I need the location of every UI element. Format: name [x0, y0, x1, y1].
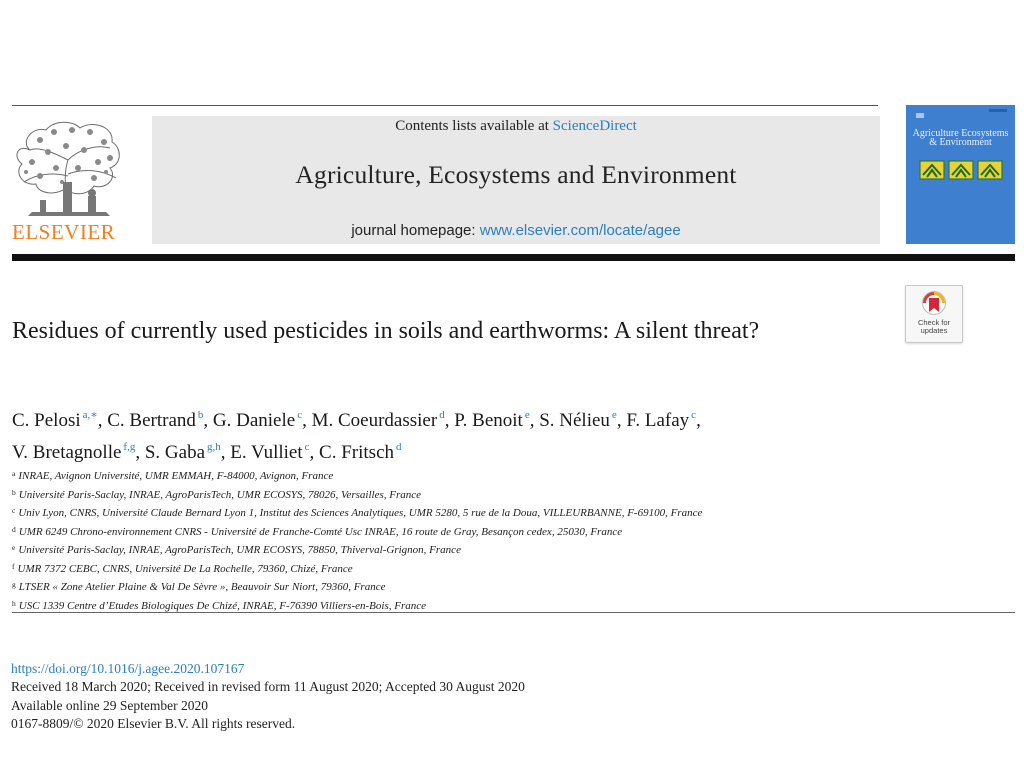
footer-rule: [12, 612, 1015, 613]
author-name: S. Nélieu: [539, 410, 610, 431]
affiliation-item: [12, 485, 912, 504]
affiliation-key: f: [12, 561, 15, 571]
affiliation-item: [12, 577, 912, 596]
affiliation-text: INRAE, Avignon Université, UMR EMMAH, F-84000, Avignon, France: [18, 470, 334, 482]
affiliation-item: [12, 540, 912, 559]
author-name: G. Daniele: [212, 410, 296, 431]
author[interactable]: [107, 410, 203, 431]
affiliation-key: b: [12, 487, 16, 497]
author-name: C. Fritsch: [319, 442, 394, 463]
elsevier-tree-icon: [10, 116, 128, 220]
doi-link[interactable]: https://doi.org/10.1016/j.agee.2020.107167: [11, 661, 245, 676]
received-dates: Received 18 March 2020; Received in revised form 11 August 2020; Accepted 30 August 2020: [11, 679, 525, 695]
check-for-updates-icon: [921, 290, 947, 318]
affiliation-key: d: [12, 524, 16, 534]
check-for-updates-badge[interactable]: [905, 285, 963, 343]
author-affiliation-marker[interactable]: b: [197, 409, 204, 421]
author[interactable]: [312, 410, 445, 431]
article-metadata: [11, 660, 911, 733]
affiliation-text: Université Paris-Saclay, INRAE, AgroParisTech, UMR ECOSYS, 78026, Versailles, France: [18, 488, 422, 501]
article-title: Residues of currently used pesticides in soils and earthworms: A silent threat?: [12, 318, 760, 344]
contents-prefix: Contents lists available at: [395, 118, 553, 134]
cover-issue-strip: [989, 109, 1007, 112]
available-online-date: Available online 29 September 2020: [11, 697, 208, 713]
sciencedirect-link[interactable]: ScienceDirect: [552, 118, 637, 134]
author-affiliation-marker[interactable]: f,g: [123, 441, 136, 453]
journal-banner: [152, 116, 880, 244]
author-affiliation-marker[interactable]: e: [524, 409, 530, 421]
author[interactable]: [539, 410, 617, 431]
check-label-line-2: updates: [920, 326, 948, 335]
homepage-line: [152, 222, 880, 239]
check-label-line-1: Check for: [917, 318, 951, 327]
cover-logo-mark: [916, 113, 924, 118]
author[interactable]: [626, 410, 696, 431]
author-name: V. Bretagnolle: [12, 442, 122, 463]
header-thick-rule: [12, 254, 1015, 261]
publisher-wordmark: ELSEVIER: [12, 220, 116, 244]
author[interactable]: [319, 442, 401, 463]
affiliation-text: Université Paris-Saclay, INRAE, AgroParisTech, UMR ECOSYS, 78850, Thiverval-Grignon, France: [18, 544, 461, 556]
affiliation-text: USC 1339 Centre d’Etudes Biologiques De Chizé, INRAE, F-76390 Villiers-en-Bois, France: [18, 599, 426, 612]
author-name: E. Vulliet: [230, 442, 303, 463]
check-for-updates-label: [906, 319, 962, 335]
author[interactable]: [213, 410, 302, 431]
affiliation-text: Univ Lyon, CNRS, Université Claude Bernard Lyon 1, Institut des Sciences Analytiques, UMR 5280, 5 rue de la Doua, VILLEURBANNE, F-69100, France: [18, 507, 703, 519]
author-affiliation-marker[interactable]: d: [396, 441, 402, 453]
affiliation-key: h: [12, 598, 16, 608]
author[interactable]: [454, 410, 530, 431]
affiliation-text: UMR 6249 Chrono-environnement CNRS - Université de Franche-Comté Usc INRAE, 16 route de Gray, Besançon cedex, 25030, France: [18, 525, 623, 538]
affiliation-key: g: [12, 580, 16, 589]
author-name: C. Bertrand: [107, 410, 196, 431]
affiliation-item: [12, 503, 912, 522]
author-affiliation-marker[interactable]: e: [611, 409, 617, 421]
author[interactable]: [12, 442, 135, 463]
author-list: C. Pelosi $^{a,∗}$, C. Bertrand $^b$, G. Daniele $^c$, M. Coeurdassier $^d$, P. Benoit $^e$, S. Nélieu $^e$, F. Lafay $^c$, V. Bretagnolle $^{f,g}$, S. Gaba $^{g,h}$, E. Vulliet $^c$, C. Fritsch $^d$: [12, 409, 701, 463]
affiliation-key: e: [12, 543, 16, 552]
journal-homepage-link[interactable]: www.elsevier.com/locate/agee: [479, 222, 681, 239]
author-affiliation-marker[interactable]: c: [691, 409, 697, 421]
author[interactable]: [230, 442, 309, 463]
author[interactable]: [145, 442, 221, 463]
author-affiliation-marker[interactable]: a,∗: [82, 409, 98, 421]
contents-line: [152, 118, 880, 135]
author-name: P. Benoit: [454, 410, 523, 431]
author-name: C. Pelosi: [12, 410, 81, 431]
cover-plants-icon: [919, 159, 1003, 181]
journal-cover-thumbnail[interactable]: [906, 105, 1015, 244]
affiliation-item: [12, 466, 912, 485]
homepage-prefix: journal homepage:: [351, 222, 480, 239]
elsevier-logo[interactable]: [10, 116, 128, 246]
journal-title: Agriculture, Ecosystems and Environment: [295, 160, 737, 189]
affiliation-item: [12, 559, 912, 578]
affiliation-text: UMR 7372 CEBC, CNRS, Université De La Rochelle, 79360, Chizé, France: [17, 562, 353, 575]
header-top-rule: [12, 105, 878, 106]
author-name: F. Lafay: [626, 410, 690, 431]
author-affiliation-marker[interactable]: d: [439, 409, 445, 421]
author-name: S. Gaba: [144, 442, 205, 463]
affiliation-key: c: [12, 506, 16, 515]
author-affiliation-marker[interactable]: c: [297, 409, 303, 421]
author-name: M. Coeurdassier: [311, 410, 438, 431]
copyright-line: 0167-8809/© 2020 Elsevier B.V. All rights reserved.: [11, 715, 296, 731]
author-affiliation-marker[interactable]: g,h: [207, 441, 221, 453]
cover-title: Agriculture Ecosystems & Environment: [912, 128, 1009, 148]
affiliation-key: a: [12, 469, 16, 478]
affiliation-list: [12, 466, 912, 614]
author[interactable]: [12, 410, 98, 431]
affiliation-item: [12, 522, 912, 541]
affiliation-text: LTSER « Zone Atelier Plaine & Val De Sèvre », Beauvoir Sur Niort, 79360, France: [18, 581, 386, 593]
author-affiliation-marker[interactable]: c: [304, 441, 310, 453]
